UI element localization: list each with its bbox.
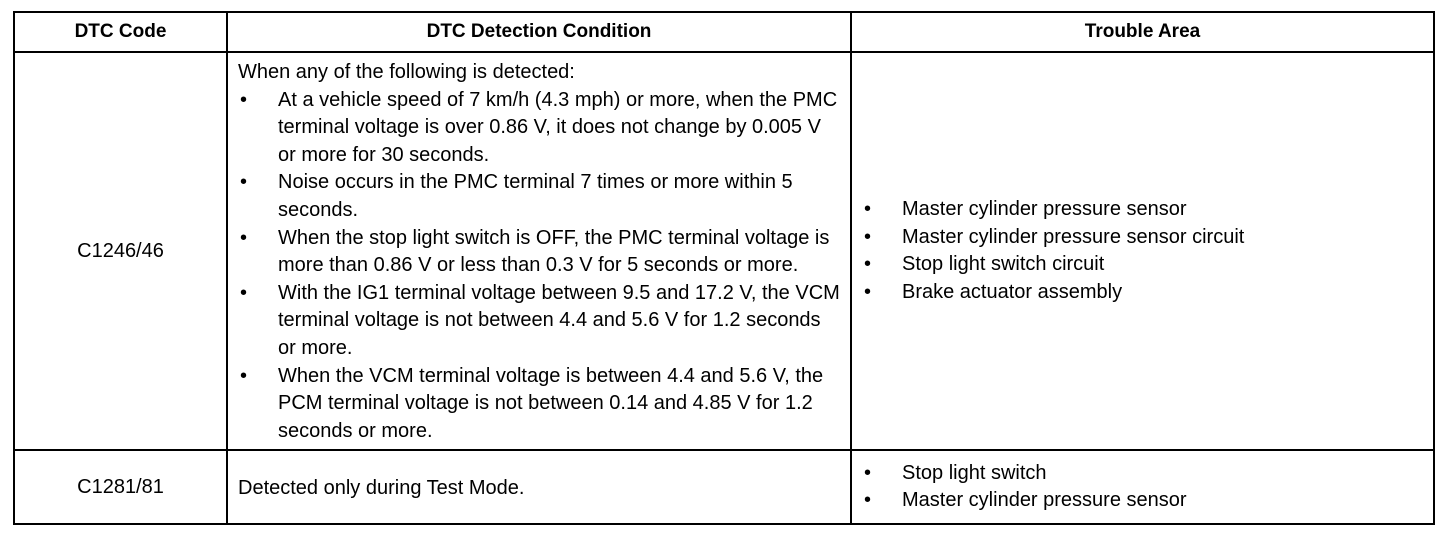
trouble-area-item: • Stop light switch circuit [862, 251, 1425, 279]
header-trouble-area: Trouble Area [851, 12, 1434, 52]
trouble-area-item: • Stop light switch [862, 460, 1425, 488]
trouble-area-list [862, 196, 1425, 306]
table-row [14, 450, 1434, 524]
trouble-area-item: • Master cylinder pressure sensor circuit [862, 224, 1425, 252]
condition-item: • At a vehicle speed of 7 km/h (4.3 mph) or more, when the PMC terminal voltage is over 0.86 V, it does not change by 0.005 V or more for 30 seconds. [238, 87, 842, 170]
detection-condition-cell: Detected only during Test Mode. [227, 450, 851, 524]
trouble-area-cell [851, 52, 1434, 450]
condition-intro: When any of the following is detected: [238, 61, 575, 83]
dtc-table [13, 11, 1435, 525]
trouble-area-item: • Master cylinder pressure sensor [862, 487, 1425, 515]
condition-item: • When the VCM terminal voltage is between 4.4 and 5.6 V, the PCM terminal voltage is not between 0.14 and 4.85 V for 1.2 seconds or more. [238, 363, 842, 446]
condition-list [238, 87, 842, 446]
trouble-area-list [862, 460, 1425, 515]
header-row [14, 12, 1434, 52]
table-row [14, 52, 1434, 450]
condition-item: • With the IG1 terminal voltage between 9.5 and 17.2 V, the VCM terminal voltage is not between 4.4 and 5.6 V for 1.2 seconds or more. [238, 280, 842, 363]
trouble-area-item: • Master cylinder pressure sensor [862, 196, 1425, 224]
condition-item: • Noise occurs in the PMC terminal 7 times or more within 5 seconds. [238, 169, 842, 224]
dtc-code-cell: C1281/81 [14, 450, 227, 524]
detection-condition-cell [227, 52, 851, 450]
trouble-area-cell [851, 450, 1434, 524]
dtc-code-cell: C1246/46 [14, 52, 227, 450]
header-detection-condition: DTC Detection Condition [227, 12, 851, 52]
header-dtc-code: DTC Code [14, 12, 227, 52]
trouble-area-item: • Brake actuator assembly [862, 279, 1425, 307]
condition-item: • When the stop light switch is OFF, the PMC terminal voltage is more than 0.86 V or less than 0.3 V for 5 seconds or more. [238, 225, 842, 280]
